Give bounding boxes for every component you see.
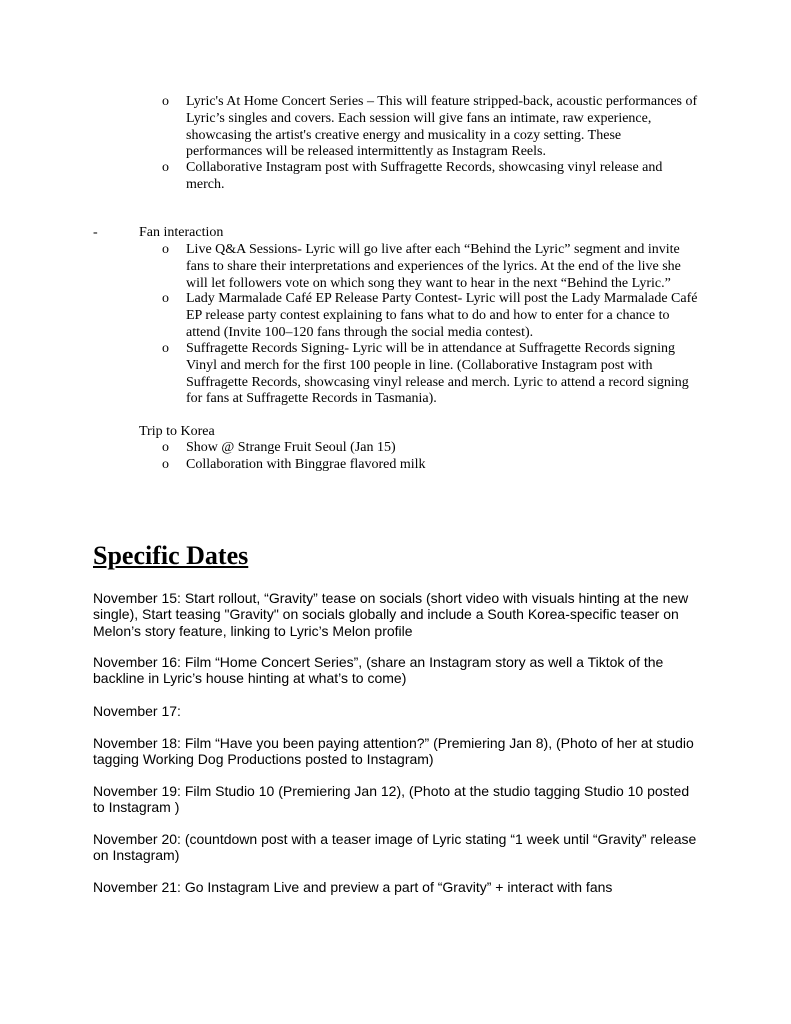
bullet-icon: o <box>162 94 169 109</box>
bullet-icon: o <box>162 341 169 356</box>
date-entry: November 21: Go Instagram Live and preview a part of “Gravity” + interact with fans <box>93 879 613 895</box>
section-title-trip: Trip to Korea <box>139 424 215 439</box>
list-item-text: Live Q&A Sessions- Lyric will go live after each “Behind the Lyric” segment and invite fans to share their interpretations and experiences of the lyrics. At the end of the live she will let followers vote on which song they want to hear in the next “Behind the Lyric.” <box>186 242 681 291</box>
section-title-fan-interaction: Fan interaction <box>139 225 224 240</box>
date-entry: November 15: Start rollout, “Gravity” tease on socials (short video with visuals hinting at the new single), Start teasing "Gravity" on socials globally and include a South Korea-specific teaser on Melon’s story feature, linking to Lyric’s Melon profile <box>93 590 689 639</box>
bullet-icon: o <box>162 242 169 257</box>
list-item-text: Collaboration with Binggrae flavored milk <box>186 457 426 472</box>
date-entry: November 18: Film “Have you been paying attention?” (Premiering Jan 8), (Photo of her at studio tagging Working Dog Productions posted to Instagram) <box>93 735 694 768</box>
date-entry: November 16: Film “Home Concert Series”, (share an Instagram story as well a Tiktok of the backline in Lyric’s house hinting at what’s to come) <box>93 654 664 687</box>
dash-bullet: - <box>93 225 98 240</box>
bullet-icon: o <box>162 440 169 455</box>
list-item-text: Collaborative Instagram post with Suffragette Records, showcasing vinyl release and merch. <box>186 160 663 192</box>
date-entry: November 17: <box>93 703 181 719</box>
page-heading: Specific Dates <box>93 541 249 570</box>
list-item-text: Suffragette Records Signing- Lyric will be in attendance at Suffragette Records signing Vinyl and merch for the first 100 people in line. (Collaborative Instagram post with Suffragette Records, showcasing vinyl release and merch. Lyric to attend a record signing for fans at Suffragette Records in Tasmania). <box>186 341 689 407</box>
list-item-text: Lady Marmalade Café EP Release Party Contest- Lyric will post the Lady Marmalade Café EP release party contest explaining to fans what to do and how to enter for a chance to attend (Invite 100–120 fans through the social media contest). <box>186 291 698 340</box>
list-item-text: Lyric's At Home Concert Series – This will feature stripped-back, acoustic performances of Lyric’s singles and covers. Each session will give fans an intimate, raw experience, showcasing the artist's creative energy and musicality in a cozy setting. These performances will be released intermittently as Instagram Reels. <box>186 94 698 160</box>
bullet-icon: o <box>162 160 169 175</box>
bullet-icon: o <box>162 457 169 472</box>
date-entry: November 20: (countdown post with a teaser image of Lyric stating “1 week until “Gravity” release on Instagram) <box>93 831 697 864</box>
date-entry: November 19: Film Studio 10 (Premiering Jan 12), (Photo at the studio tagging Studio 10 posted to Instagram ) <box>93 783 690 816</box>
list-item-text: Show @ Strange Fruit Seoul (Jan 15) <box>186 440 396 455</box>
bullet-icon: o <box>162 291 169 306</box>
